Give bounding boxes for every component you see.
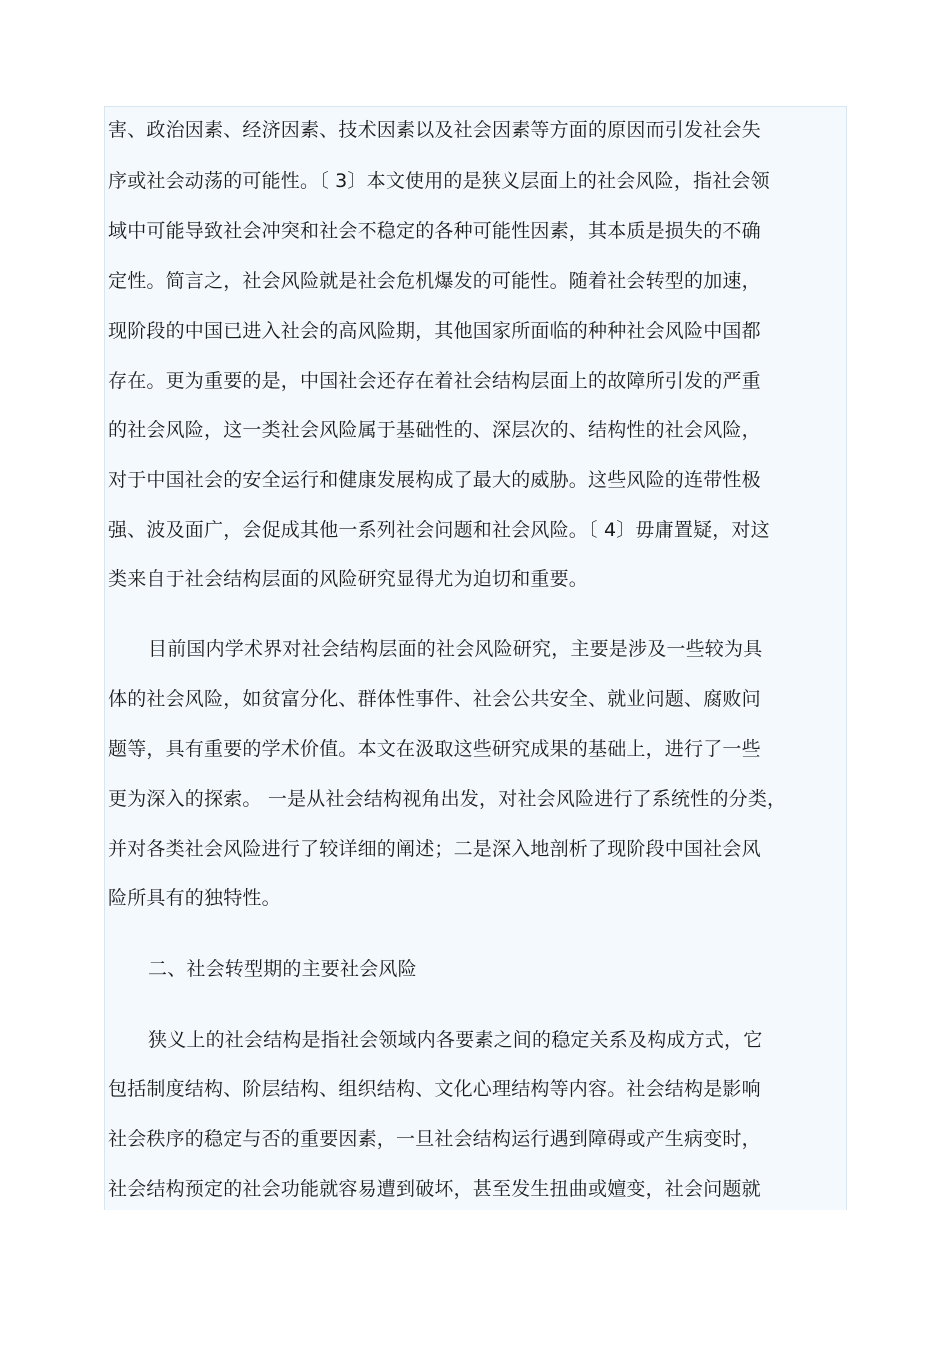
section-heading: 二、社会转型期的主要社会风险 [148,958,417,980]
paragraph-2-line: 题等，具有重要的学术价值。本文在汲取这些研究成果的基础上，进行了一些 [108,738,761,760]
paragraph-2-line: 体的社会风险，如贫富分化、群体性事件、社会公共安全、就业问题、腐败问 [108,688,761,710]
paragraph-1-line: 现阶段的中国已进入社会的高风险期，其他国家所面临的种种社会风险中国都 [108,320,761,342]
paragraph-1-line: 域中可能导致社会冲突和社会不稳定的各种可能性因素，其本质是损失的不确 [108,220,761,242]
paragraph-2-line: 目前国内学术界对社会结构层面的社会风险研究，主要是涉及一些较为具 [148,638,763,660]
paragraph-1-line: 序或社会动荡的可能性。〔 3〕本文使用的是狭义层面上的社会风险，指社会领 [108,170,770,192]
paragraph-1-line: 强、波及面广，会促成其他一系列社会问题和社会风险。〔 4〕毋庸置疑，对这 [108,519,770,541]
paragraph-3-line: 社会秩序的稳定与否的重要因素，一旦社会结构运行遇到障碍或产生病变时， [108,1128,761,1150]
paragraph-3-line: 包括制度结构、阶层结构、组织结构、文化心理结构等内容。社会结构是影响 [108,1078,761,1100]
paragraph-2-line: 并对各类社会风险进行了较详细的阐述；二是深入地剖析了现阶段中国社会风 [108,838,761,860]
paragraph-1-line: 存在。更为重要的是，中国社会还存在着社会结构层面上的故障所引发的严重 [108,370,761,392]
paragraph-3-line: 社会结构预定的社会功能就容易遭到破坏，甚至发生扭曲或嬗变，社会问题就 [108,1178,761,1200]
paragraph-2-line: 更为深入的探索。 一是从社会结构视角出发，对社会风险进行了系统性的分类， [108,788,787,810]
paragraph-1-line: 定性。简言之，社会风险就是社会危机爆发的可能性。随着社会转型的加速， [108,270,761,292]
paragraph-1-line: 类来自于社会结构层面的风险研究显得尤为迫切和重要。 [108,568,589,590]
paragraph-2-line: 险所具有的独特性。 [108,887,281,909]
paragraph-1-line: 害、政治因素、经济因素、技术因素以及社会因素等方面的原因而引发社会失 [108,119,761,141]
paragraph-3-line: 狭义上的社会结构是指社会领域内各要素之间的稳定关系及构成方式，它 [148,1029,763,1051]
paragraph-1-line: 的社会风险，这一类社会风险属于基础性的、深层次的、结构性的社会风险， [108,419,761,441]
paragraph-1-line: 对于中国社会的安全运行和健康发展构成了最大的威胁。这些风险的连带性极 [108,469,761,491]
